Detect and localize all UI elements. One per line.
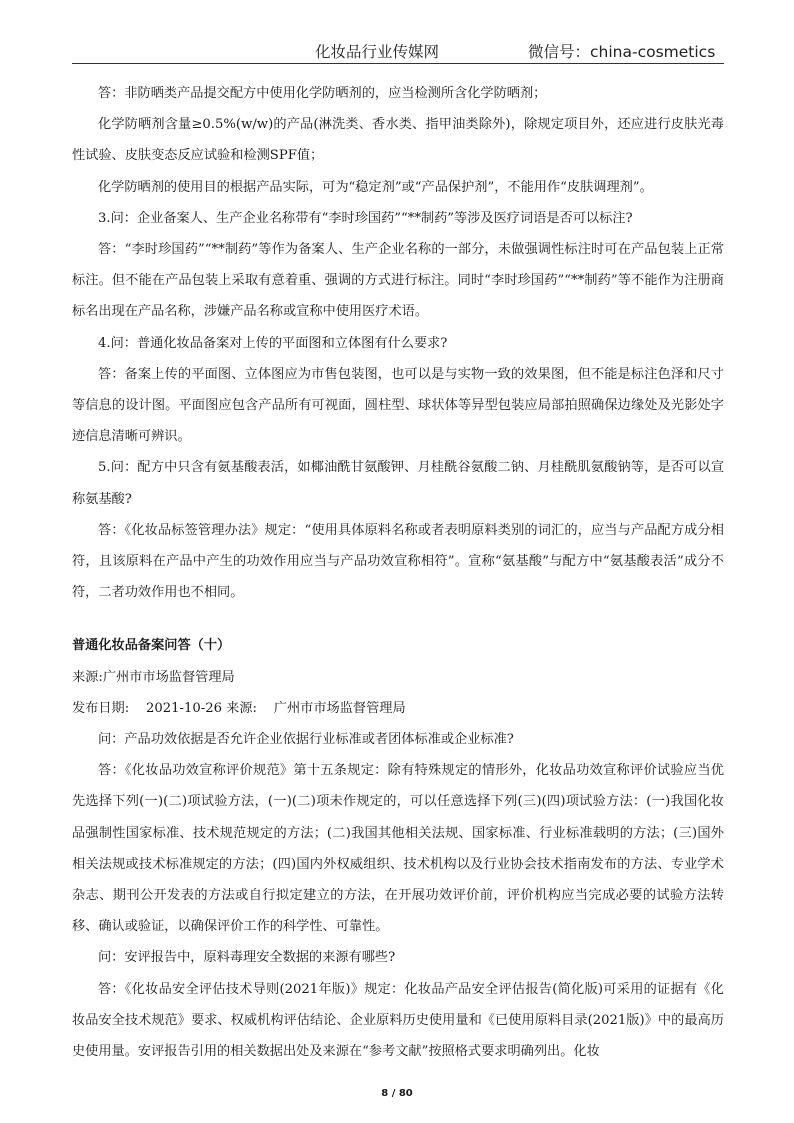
- answer: 答：《化妆品标签管理办法》规定：“使用具体原料名称或者表明原料类别的词汇的，应当与产品配方成分相符，且该原料在产品中产生的功效作用应当与产品功效宣称相符”。宣称“氨基酸”与配方中“氨基酸表活”成分不符，二者功效作用也不相同。: [72, 522, 724, 601]
- paragraph: 化学防晒剂含量≥0.5%(w/w)的产品(淋洗类、香水类、指甲油类除外)，除规定项目外，还应进行皮肤光毒性试验、皮肤变态反应试验和检测SPF值；: [72, 117, 724, 164]
- page-header: [72, 36, 724, 64]
- question: 问：产品功效依据是否允许企业依据行业标准或者团体标准或企业标准?: [98, 732, 514, 748]
- paragraph: 答：非防晒类产品提交配方中使用化学防晒剂的，应当检测所含化学防晒剂；: [98, 86, 547, 101]
- site-name: 化妆品行业传媒网: [315, 43, 440, 61]
- answer: 答：备案上传的平面图、立体图应为市售包装图，也可以是与实物一致的效果图，但不能是标注色泽和尺寸等信息的设计图。平面图应包含产品所有可视面，圆柱型、球状体等异型包装应局部拍照确保边缘处及光影处字迹信息清晰可辨识。: [72, 366, 724, 445]
- question: 问：安评报告中，原料毒理安全数据的来源有哪些?: [98, 950, 396, 966]
- section-title: 普通化妆品备案问答（十）: [72, 638, 231, 654]
- document-body: [72, 78, 724, 1067]
- source-line: 来源:广州市市场监督管理局: [72, 669, 235, 685]
- date-line: 发布日期: 2021-10-26 来源: 广州市市场监督管理局: [72, 700, 406, 716]
- paragraph: 化学防晒剂的使用目的根据产品实际，可为“稳定剂”或“产品保护剂”，不能用作“皮肤调理剂”。: [98, 179, 653, 195]
- header-rule: [72, 63, 724, 64]
- question: 5.问：配方中只含有氨基酸表活，如椰油酰甘氨酸钾、月桂酰谷氨酸二钠、月桂酰肌氨酸钠等，是否可以宣称氨基酸?: [72, 460, 724, 507]
- question: 3.问：企业备案人、生产企业名称带有“李时珍国药”“**制药”等涉及医疗词语是否可以标注?: [98, 210, 633, 226]
- answer: 答：《化妆品功效宣称评价规范》第十五条规定：除有特殊规定的情形外，化妆品功效宣称评价试验应当优先选择下列(一)(二)项试验方法，(一)(二)项未作规定的，可以任意选择下列(三)(四)项试验方法：(一)我国化妆品强制性国家标准、技术规范规定的方法；(二)我国其他相关法规、国家标准、行业标准载明的方法；(三)国外相关法规或技术标准规定的方法；(四)国内外权威组织、技术机构以及行业协会技术指南发布的方法、专业学术杂志、期刊公开发表的方法或自行拟定建立的方法，在开展功效评价前，评价机构应当完成必要的试验方法转移、确认或验证，以确保评价工作的科学性、可靠性。: [72, 763, 724, 935]
- question: 4.问：普通化妆品备案对上传的平面图和立体图有什么要求?: [98, 335, 448, 351]
- answer: 答：“李时珍国药”“**制药”等作为备案人、生产企业名称的一部分，未做强调性标注时可在产品包装上正常标注。但不能在产品包装上采取有意着重、强调的方式进行标注。同时“李时珍国药”“**制药”等不能作为注册商标名出现在产品名称，涉嫌产品名称或宣称中使用医疗术语。: [72, 242, 724, 320]
- wechat-id: 微信号：china-cosmetics: [528, 43, 716, 61]
- page-number: 8 / 80: [381, 1088, 413, 1099]
- answer: 答：《化妆品安全评估技术导则(2021年版)》规定：化妆品产品安全评估报告(简化版)可采用的证据有《化妆品安全技术规范》要求、权威机构评估结论、企业原料历史使用量和《已使用原料目录(2021版)》中的最高历史使用量。安评报告引用的相关数据出处及来源在“参考文献”按照格式要求明确列出。化妆: [72, 981, 724, 1060]
